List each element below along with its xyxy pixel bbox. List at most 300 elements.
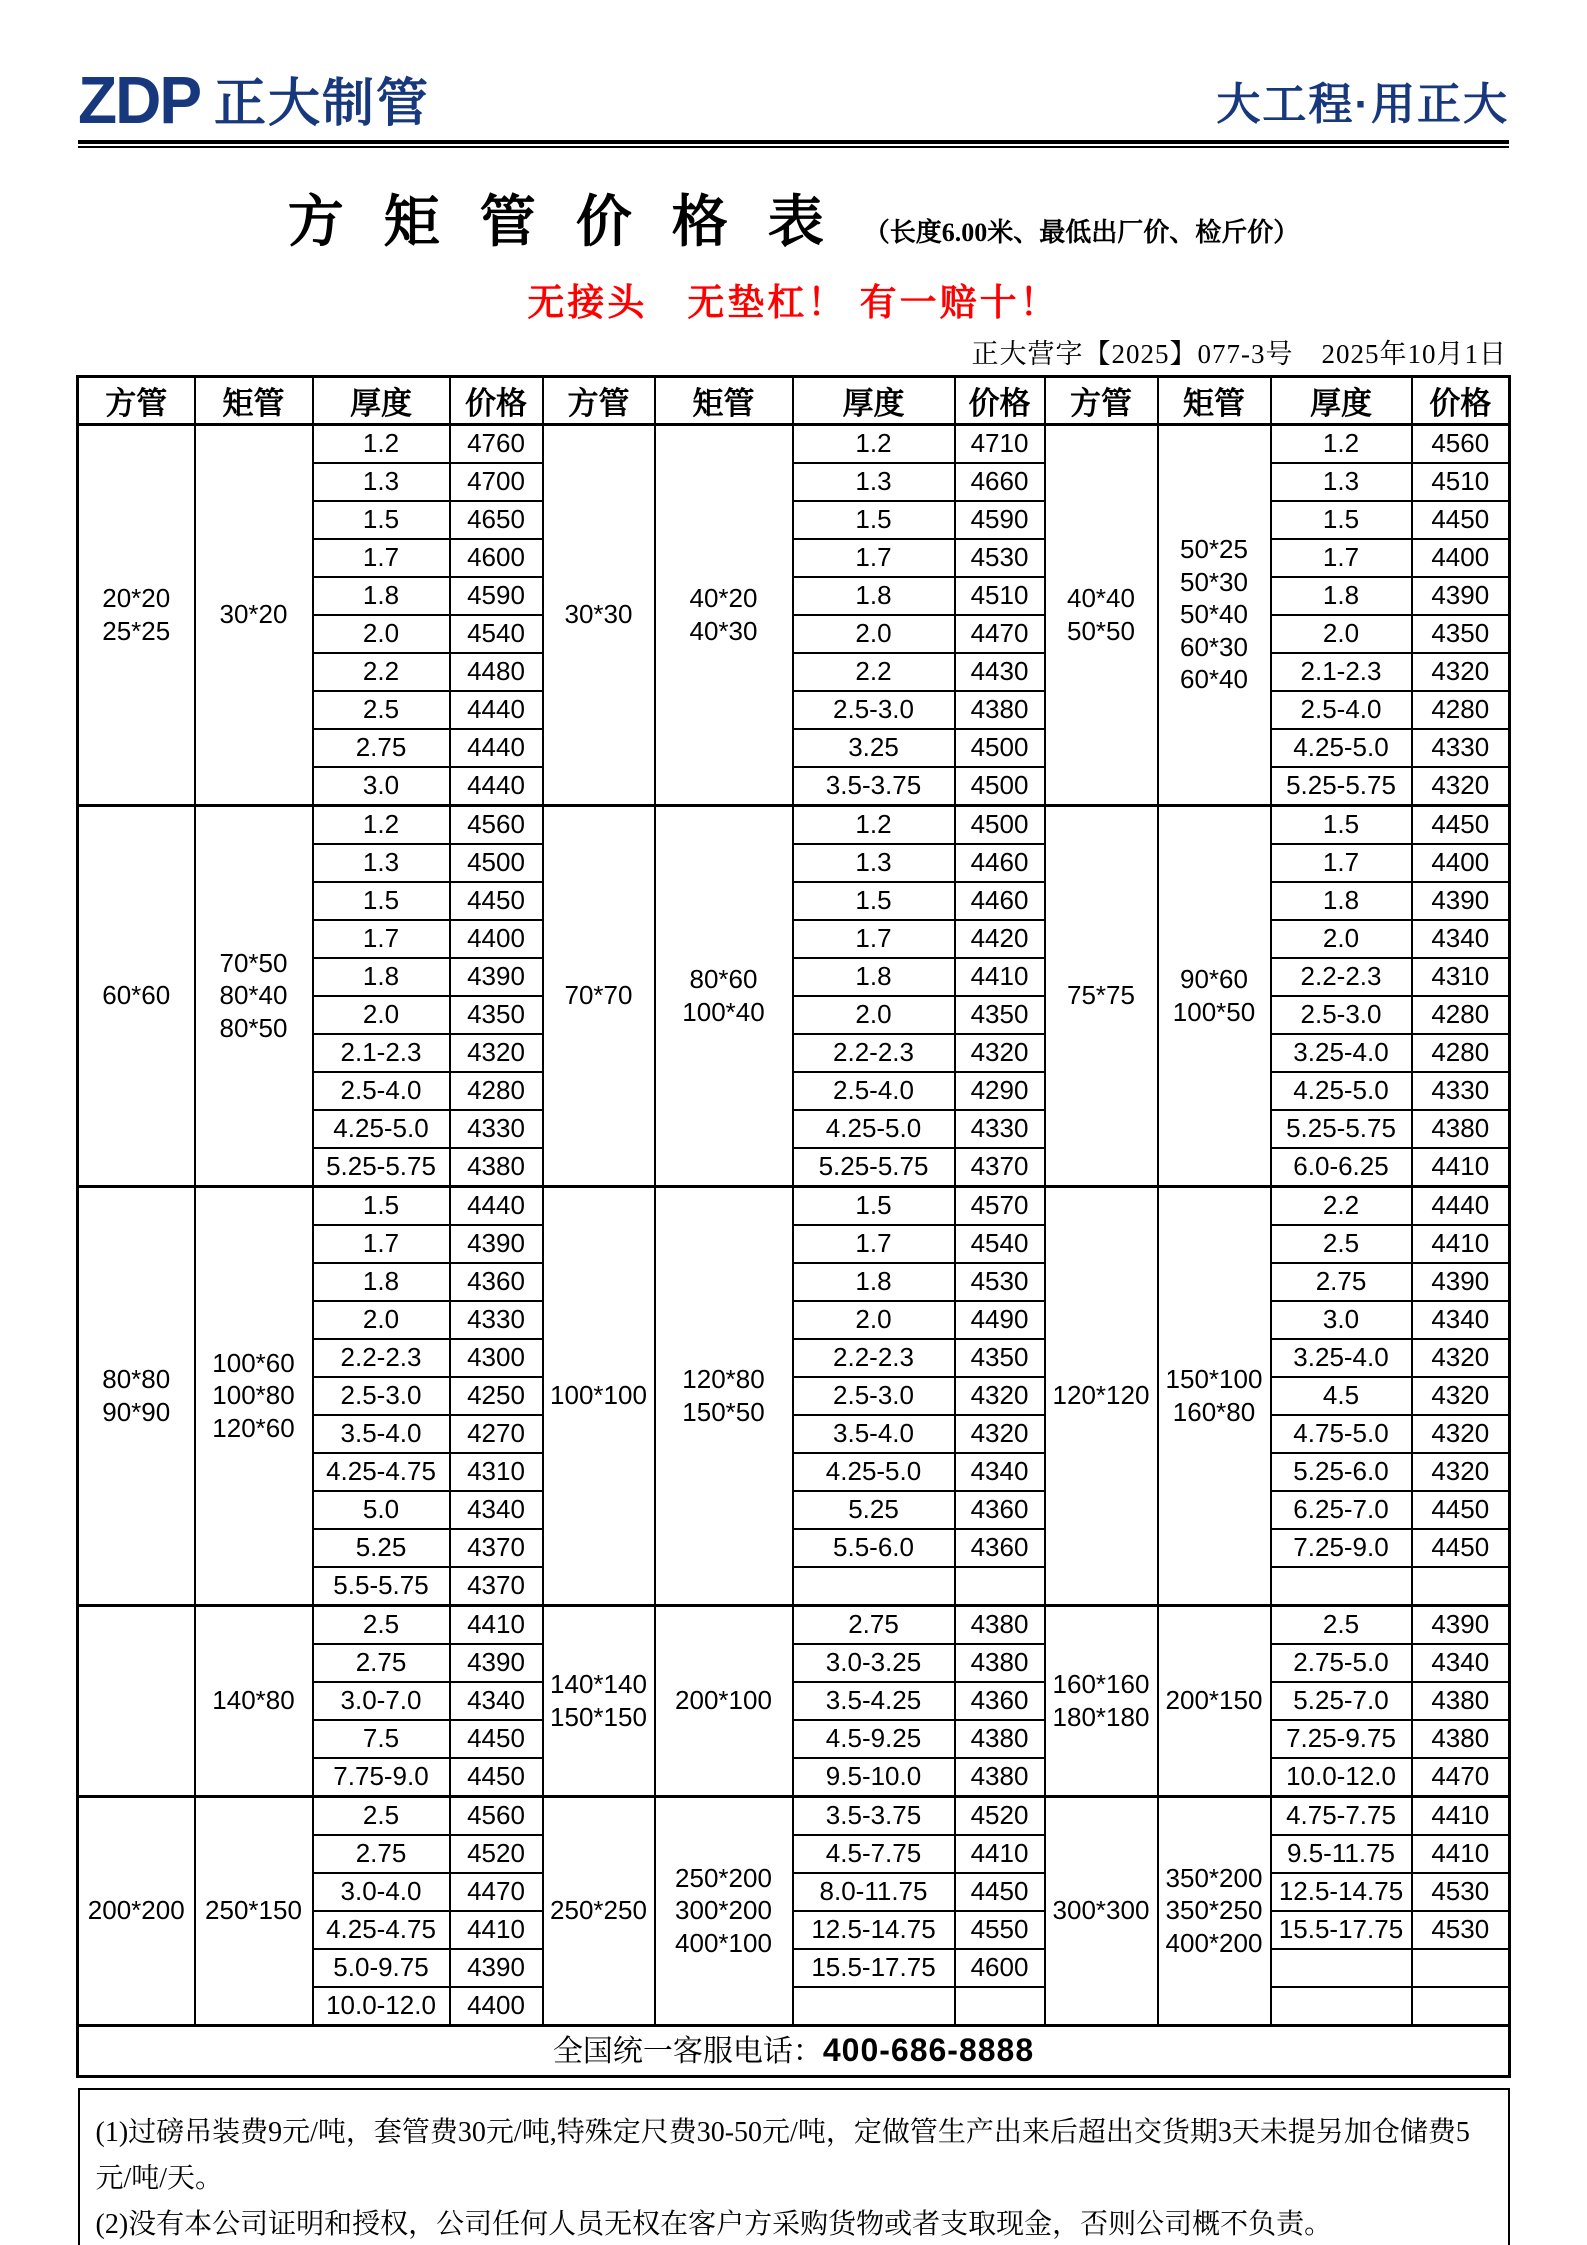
price-cell: 4560 xyxy=(1412,424,1510,463)
thickness-cell: 1.7 xyxy=(313,539,450,577)
brand-slogan: 大工程·用正大 xyxy=(1216,80,1509,130)
thickness-cell: 5.0 xyxy=(313,1491,450,1529)
thickness-cell: 1.8 xyxy=(313,1263,450,1301)
thickness-cell: 2.5 xyxy=(1271,1605,1412,1644)
price-cell: 4340 xyxy=(1412,1301,1510,1339)
thickness-cell: 2.5-4.0 xyxy=(1271,691,1412,729)
thickness-cell: 1.5 xyxy=(313,1186,450,1225)
price-cell: 4320 xyxy=(1412,767,1510,806)
page-title: 方矩管价格表 xyxy=(287,191,864,254)
price-cell: 4450 xyxy=(450,1758,543,1797)
price-cell: 4440 xyxy=(450,691,543,729)
price-cell: 4360 xyxy=(955,1529,1045,1567)
price-cell: 4340 xyxy=(955,1453,1045,1491)
thickness-cell: 1.5 xyxy=(1271,805,1412,844)
column-header: 方管 xyxy=(1045,376,1158,424)
phone-row xyxy=(78,2025,1510,2076)
price-table xyxy=(76,375,1511,2078)
price-cell: 4340 xyxy=(450,1682,543,1720)
thickness-cell: 1.8 xyxy=(313,577,450,615)
price-cell: 4700 xyxy=(450,463,543,501)
thickness-cell: 1.7 xyxy=(313,920,450,958)
thickness-cell: 3.0-4.0 xyxy=(313,1873,450,1911)
price-cell: 4320 xyxy=(955,1034,1045,1072)
table-row xyxy=(78,805,1510,844)
thickness-cell: 2.1-2.3 xyxy=(313,1034,450,1072)
thickness-cell: 2.0 xyxy=(313,1301,450,1339)
price-cell: 4560 xyxy=(450,1796,543,1835)
thickness-cell: 1.8 xyxy=(793,958,955,996)
thickness-cell: 4.25-5.0 xyxy=(793,1453,955,1491)
thickness-cell: 9.5-11.75 xyxy=(1271,1835,1412,1873)
footer-notes xyxy=(78,2088,1510,2245)
thickness-cell: 2.2-2.3 xyxy=(793,1339,955,1377)
rect-pipe-size-cell: 200*150 xyxy=(1158,1605,1271,1796)
rect-pipe-size-cell: 90*60 100*50 xyxy=(1158,805,1271,1186)
price-cell: 4450 xyxy=(955,1873,1045,1911)
thickness-cell: 2.5-4.0 xyxy=(793,1072,955,1110)
price-cell: 4380 xyxy=(1412,1682,1510,1720)
price-cell: 4390 xyxy=(1412,882,1510,920)
thickness-cell: 5.25 xyxy=(313,1529,450,1567)
price-cell: 4480 xyxy=(450,653,543,691)
thickness-cell: 3.5-4.0 xyxy=(793,1415,955,1453)
square-pipe-size-cell: 120*120 xyxy=(1045,1186,1158,1605)
thickness-cell: 3.5-4.0 xyxy=(313,1415,450,1453)
thickness-cell: 1.7 xyxy=(793,1225,955,1263)
header-divider xyxy=(78,140,1509,148)
thickness-cell: 2.0 xyxy=(1271,920,1412,958)
thickness-cell: 4.5-9.25 xyxy=(793,1720,955,1758)
price-cell: 4600 xyxy=(450,539,543,577)
rect-pipe-size-cell: 140*80 xyxy=(195,1605,313,1796)
price-cell: 4380 xyxy=(1412,1720,1510,1758)
thickness-cell: 2.75 xyxy=(1271,1263,1412,1301)
thickness-cell: 1.5 xyxy=(1271,501,1412,539)
price-cell: 4410 xyxy=(450,1605,543,1644)
price-cell: 4450 xyxy=(450,882,543,920)
thickness-cell: 3.0 xyxy=(1271,1301,1412,1339)
thickness-cell: 1.8 xyxy=(793,577,955,615)
price-cell: 4360 xyxy=(955,1682,1045,1720)
rect-pipe-size-cell: 120*80 150*50 xyxy=(655,1186,793,1605)
price-cell: 4410 xyxy=(1412,1225,1510,1263)
price-cell: 4400 xyxy=(450,1987,543,2026)
price-cell: 4250 xyxy=(450,1377,543,1415)
thickness-cell: 5.25 xyxy=(793,1491,955,1529)
zdp-logo-icon: ZDP xyxy=(78,62,200,138)
price-cell: 4380 xyxy=(955,1720,1045,1758)
square-pipe-size-cell: 60*60 xyxy=(78,805,195,1186)
thickness-cell: 2.0 xyxy=(793,996,955,1034)
thickness-cell: 4.5-7.75 xyxy=(793,1835,955,1873)
thickness-cell: 2.75 xyxy=(793,1605,955,1644)
column-header: 厚度 xyxy=(1271,376,1412,424)
price-cell: 4390 xyxy=(450,1644,543,1682)
square-pipe-size-cell: 75*75 xyxy=(1045,805,1158,1186)
thickness-cell: 8.0-11.75 xyxy=(793,1873,955,1911)
price-cell: 4340 xyxy=(1412,920,1510,958)
price-cell: 4520 xyxy=(955,1796,1045,1835)
price-cell: 4440 xyxy=(450,729,543,767)
thickness-cell: 5.25-5.75 xyxy=(1271,767,1412,806)
price-cell: 4320 xyxy=(1412,1453,1510,1491)
square-pipe-size-cell: 250*250 xyxy=(543,1796,655,2025)
price-cell: 4310 xyxy=(450,1453,543,1491)
rect-pipe-size-cell: 50*25 50*30 50*40 60*30 60*40 xyxy=(1158,424,1271,805)
rect-pipe-size-cell: 350*200 350*250 400*200 xyxy=(1158,1796,1271,2025)
thickness-cell: 3.5-3.75 xyxy=(793,1796,955,1835)
thickness-cell: 4.25-4.75 xyxy=(313,1911,450,1949)
thickness-cell: 3.0 xyxy=(313,767,450,806)
thickness-cell: 1.5 xyxy=(793,501,955,539)
price-cell: 4350 xyxy=(450,996,543,1034)
thickness-cell: 5.25-5.75 xyxy=(313,1148,450,1187)
square-pipe-size-cell: 140*140 150*150 xyxy=(543,1605,655,1796)
thickness-cell: 15.5-17.75 xyxy=(1271,1911,1412,1949)
price-cell: 4320 xyxy=(450,1034,543,1072)
note-line-2: (2)没有本公司证明和授权，公司任何人员无权在客户方采购货物或者支取现金，否则公司概不负责。 xyxy=(95,2208,1333,2240)
price-cell: 4460 xyxy=(955,844,1045,882)
square-pipe-size-cell: 20*20 25*25 xyxy=(78,424,195,805)
price-cell: 4460 xyxy=(955,882,1045,920)
thickness-cell: 5.25-5.75 xyxy=(793,1148,955,1187)
rect-pipe-size-cell: 200*100 xyxy=(655,1605,793,1796)
price-cell: 4500 xyxy=(955,805,1045,844)
price-cell: 4330 xyxy=(450,1301,543,1339)
thickness-cell: 2.5-3.0 xyxy=(1271,996,1412,1034)
price-cell: 4660 xyxy=(955,463,1045,501)
thickness-cell: 1.3 xyxy=(313,844,450,882)
square-pipe-size-cell: 300*300 xyxy=(1045,1796,1158,2025)
square-pipe-size-cell: 40*40 50*50 xyxy=(1045,424,1158,805)
company-name: 正大制管 xyxy=(214,74,431,133)
price-cell: 4410 xyxy=(1412,1148,1510,1187)
guarantee-slogan: 无接头 无垫杠！ 有一赔十！ xyxy=(527,282,1060,324)
price-cell: 4570 xyxy=(955,1186,1045,1225)
thickness-cell: 1.2 xyxy=(313,424,450,463)
column-header: 矩管 xyxy=(655,376,793,424)
thickness-cell: 3.25-4.0 xyxy=(1271,1034,1412,1072)
price-cell: 4410 xyxy=(1412,1835,1510,1873)
thickness-cell: 1.7 xyxy=(1271,539,1412,577)
price-cell: 4340 xyxy=(450,1491,543,1529)
price-cell: 4400 xyxy=(1412,844,1510,882)
thickness-cell: 1.3 xyxy=(793,463,955,501)
thickness-cell: 1.5 xyxy=(793,882,955,920)
thickness-cell: 6.0-6.25 xyxy=(1271,1148,1412,1187)
service-phone-label: 全国统一客服电话： xyxy=(552,2035,823,2069)
thickness-cell: 4.25-5.0 xyxy=(1271,1072,1412,1110)
thickness-cell: 12.5-14.75 xyxy=(793,1911,955,1949)
thickness-cell xyxy=(1271,1949,1412,1987)
rect-pipe-size-cell: 100*60 100*80 120*60 xyxy=(195,1186,313,1605)
price-cell xyxy=(1412,1987,1510,2026)
price-cell: 4450 xyxy=(450,1720,543,1758)
company-logo xyxy=(78,62,431,138)
price-cell: 4440 xyxy=(450,767,543,806)
thickness-cell xyxy=(1271,1987,1412,2026)
thickness-cell: 2.75 xyxy=(313,729,450,767)
thickness-cell: 2.5-3.0 xyxy=(313,1377,450,1415)
thickness-cell: 4.25-4.75 xyxy=(313,1453,450,1491)
price-cell: 4500 xyxy=(955,729,1045,767)
thickness-cell: 1.2 xyxy=(793,424,955,463)
thickness-cell: 2.2-2.3 xyxy=(313,1339,450,1377)
thickness-cell: 1.8 xyxy=(793,1263,955,1301)
square-pipe-size-cell xyxy=(78,1605,195,1796)
price-cell: 4390 xyxy=(1412,1263,1510,1301)
square-pipe-size-cell: 100*100 xyxy=(543,1186,655,1605)
price-cell: 4440 xyxy=(1412,1186,1510,1225)
column-header: 价格 xyxy=(955,376,1045,424)
price-cell: 4270 xyxy=(450,1415,543,1453)
thickness-cell: 2.5-3.0 xyxy=(793,691,955,729)
note-line-1: (1)过磅吊装费9元/吨，套管费30元/吨,特殊定尺费30-50元/吨，定做管生产出来后超出交货期3天未提另加仓储费5元/吨/天。 xyxy=(95,2116,1470,2194)
price-cell: 4370 xyxy=(955,1148,1045,1187)
price-cell: 4760 xyxy=(450,424,543,463)
thickness-cell: 3.0-7.0 xyxy=(313,1682,450,1720)
price-cell: 4360 xyxy=(955,1491,1045,1529)
rect-pipe-size-cell: 150*100 160*80 xyxy=(1158,1186,1271,1605)
column-header: 方管 xyxy=(78,376,195,424)
price-cell: 4380 xyxy=(1412,1110,1510,1148)
document-number: 正大营字【2025】077-3号 2025年10月1日 xyxy=(971,338,1507,369)
price-cell: 4500 xyxy=(450,844,543,882)
price-cell: 4380 xyxy=(955,1605,1045,1644)
thickness-cell: 2.2 xyxy=(1271,1186,1412,1225)
thickness-cell: 2.5 xyxy=(313,1796,450,1835)
price-cell: 4380 xyxy=(955,1644,1045,1682)
thickness-cell: 1.2 xyxy=(1271,424,1412,463)
square-pipe-size-cell: 200*200 xyxy=(78,1796,195,2025)
thickness-cell: 7.25-9.0 xyxy=(1271,1529,1412,1567)
column-header: 厚度 xyxy=(793,376,955,424)
thickness-cell: 5.5-6.0 xyxy=(793,1529,955,1567)
rect-pipe-size-cell: 80*60 100*40 xyxy=(655,805,793,1186)
price-cell: 4390 xyxy=(1412,1605,1510,1644)
thickness-cell: 5.0-9.75 xyxy=(313,1949,450,1987)
thickness-cell: 7.5 xyxy=(313,1720,450,1758)
square-pipe-size-cell: 70*70 xyxy=(543,805,655,1186)
rect-pipe-size-cell: 40*20 40*30 xyxy=(655,424,793,805)
price-cell: 4410 xyxy=(955,958,1045,996)
thickness-cell: 1.2 xyxy=(313,805,450,844)
price-cell: 4420 xyxy=(955,920,1045,958)
thickness-cell xyxy=(793,1987,955,2026)
thickness-cell: 1.3 xyxy=(1271,463,1412,501)
price-cell: 4540 xyxy=(450,615,543,653)
price-cell: 4390 xyxy=(450,1225,543,1263)
price-cell: 4650 xyxy=(450,501,543,539)
price-cell: 4590 xyxy=(955,501,1045,539)
price-cell: 4470 xyxy=(955,615,1045,653)
price-cell: 4330 xyxy=(450,1110,543,1148)
thickness-cell: 1.8 xyxy=(313,958,450,996)
price-cell: 4530 xyxy=(1412,1911,1510,1949)
price-cell: 4290 xyxy=(955,1072,1045,1110)
price-cell: 4310 xyxy=(1412,958,1510,996)
table-row xyxy=(78,1605,1510,1644)
column-header: 矩管 xyxy=(1158,376,1271,424)
thickness-cell: 2.75-5.0 xyxy=(1271,1644,1412,1682)
price-cell: 4530 xyxy=(955,539,1045,577)
thickness-cell: 1.5 xyxy=(313,501,450,539)
title-line xyxy=(0,178,1587,258)
top-header-bar xyxy=(0,0,1587,138)
column-header: 矩管 xyxy=(195,376,313,424)
price-cell xyxy=(955,1567,1045,1606)
thickness-cell: 1.5 xyxy=(313,882,450,920)
price-cell: 4320 xyxy=(1412,653,1510,691)
thickness-cell: 10.0-12.0 xyxy=(313,1987,450,2026)
thickness-cell: 3.5-4.25 xyxy=(793,1682,955,1720)
service-phone-cell xyxy=(78,2025,1510,2076)
column-header: 厚度 xyxy=(313,376,450,424)
column-header: 价格 xyxy=(1412,376,1510,424)
price-cell xyxy=(955,1987,1045,2026)
price-cell: 4520 xyxy=(450,1835,543,1873)
thickness-cell: 3.5-3.75 xyxy=(793,767,955,806)
rect-pipe-size-cell: 250*200 300*200 400*100 xyxy=(655,1796,793,2025)
table-row xyxy=(78,424,1510,463)
thickness-cell: 2.0 xyxy=(1271,615,1412,653)
square-pipe-size-cell: 160*160 180*180 xyxy=(1045,1605,1158,1796)
price-cell: 4390 xyxy=(450,958,543,996)
table-row xyxy=(78,1186,1510,1225)
thickness-cell: 1.7 xyxy=(793,539,955,577)
thickness-cell: 2.5 xyxy=(313,1605,450,1644)
thickness-cell: 5.25-6.0 xyxy=(1271,1453,1412,1491)
price-cell: 4280 xyxy=(1412,691,1510,729)
price-cell: 4500 xyxy=(955,767,1045,806)
price-cell: 4370 xyxy=(450,1567,543,1606)
price-cell: 4490 xyxy=(955,1301,1045,1339)
rect-pipe-size-cell: 250*150 xyxy=(195,1796,313,2025)
thickness-cell: 4.75-5.0 xyxy=(1271,1415,1412,1453)
thickness-cell: 5.25-7.0 xyxy=(1271,1682,1412,1720)
thickness-cell: 3.0-3.25 xyxy=(793,1644,955,1682)
thickness-cell: 2.0 xyxy=(793,1301,955,1339)
thickness-cell: 4.25-5.0 xyxy=(313,1110,450,1148)
price-cell: 4300 xyxy=(450,1339,543,1377)
price-cell: 4510 xyxy=(1412,463,1510,501)
price-cell: 4560 xyxy=(450,805,543,844)
thickness-cell: 2.5 xyxy=(1271,1225,1412,1263)
price-cell: 4320 xyxy=(955,1415,1045,1453)
price-cell: 4340 xyxy=(1412,1644,1510,1682)
thickness-cell: 3.25 xyxy=(793,729,955,767)
price-cell: 4510 xyxy=(955,577,1045,615)
price-cell: 4350 xyxy=(955,996,1045,1034)
thickness-cell: 5.25-5.75 xyxy=(1271,1110,1412,1148)
thickness-cell: 2.5 xyxy=(313,691,450,729)
price-cell: 4400 xyxy=(1412,539,1510,577)
price-cell: 4330 xyxy=(1412,729,1510,767)
price-cell: 4380 xyxy=(450,1148,543,1187)
thickness-cell: 1.3 xyxy=(793,844,955,882)
thickness-cell: 2.75 xyxy=(313,1835,450,1873)
thickness-cell: 9.5-10.0 xyxy=(793,1758,955,1797)
price-cell: 4530 xyxy=(1412,1873,1510,1911)
price-cell: 4710 xyxy=(955,424,1045,463)
thickness-cell: 1.8 xyxy=(1271,882,1412,920)
thickness-cell: 2.75 xyxy=(313,1644,450,1682)
price-cell: 4450 xyxy=(1412,1491,1510,1529)
title-note: （长度6.00米、最低出厂价、检斤价） xyxy=(863,217,1300,247)
price-cell: 4350 xyxy=(1412,615,1510,653)
price-cell: 4280 xyxy=(1412,1034,1510,1072)
thickness-cell xyxy=(793,1567,955,1606)
price-cell: 4330 xyxy=(1412,1072,1510,1110)
thickness-cell: 7.25-9.75 xyxy=(1271,1720,1412,1758)
price-cell: 4590 xyxy=(450,577,543,615)
price-cell: 4320 xyxy=(1412,1377,1510,1415)
price-cell: 4380 xyxy=(955,1758,1045,1797)
price-cell: 4330 xyxy=(955,1110,1045,1148)
thickness-cell: 2.0 xyxy=(313,996,450,1034)
square-pipe-size-cell: 80*80 90*90 xyxy=(78,1186,195,1605)
column-header-row xyxy=(78,376,1510,424)
price-cell: 4470 xyxy=(1412,1758,1510,1797)
price-cell: 4540 xyxy=(955,1225,1045,1263)
thickness-cell: 3.25-4.0 xyxy=(1271,1339,1412,1377)
rect-pipe-size-cell: 30*20 xyxy=(195,424,313,805)
thickness-cell: 1.7 xyxy=(313,1225,450,1263)
thickness-cell: 1.2 xyxy=(793,805,955,844)
price-cell: 4350 xyxy=(955,1339,1045,1377)
thickness-cell: 1.5 xyxy=(793,1186,955,1225)
thickness-cell: 6.25-7.0 xyxy=(1271,1491,1412,1529)
thickness-cell: 1.3 xyxy=(313,463,450,501)
price-cell: 4530 xyxy=(955,1263,1045,1301)
thickness-cell: 2.0 xyxy=(313,615,450,653)
price-cell: 4470 xyxy=(450,1873,543,1911)
price-cell: 4280 xyxy=(450,1072,543,1110)
thickness-cell: 7.75-9.0 xyxy=(313,1758,450,1797)
thickness-cell: 2.0 xyxy=(793,615,955,653)
thickness-cell: 4.5 xyxy=(1271,1377,1412,1415)
thickness-cell xyxy=(1271,1567,1412,1606)
price-cell xyxy=(1412,1949,1510,1987)
thickness-cell: 2.2-2.3 xyxy=(1271,958,1412,996)
price-cell: 4440 xyxy=(450,1186,543,1225)
price-table-body xyxy=(78,424,1510,2025)
price-cell: 4410 xyxy=(450,1911,543,1949)
price-cell: 4390 xyxy=(1412,577,1510,615)
thickness-cell: 2.2 xyxy=(313,653,450,691)
thickness-cell: 10.0-12.0 xyxy=(1271,1758,1412,1797)
price-cell: 4390 xyxy=(450,1949,543,1987)
price-cell: 4450 xyxy=(1412,805,1510,844)
thickness-cell: 2.5-3.0 xyxy=(793,1377,955,1415)
price-cell: 4360 xyxy=(450,1263,543,1301)
square-pipe-size-cell: 30*30 xyxy=(543,424,655,805)
thickness-cell: 4.25-5.0 xyxy=(793,1110,955,1148)
thickness-cell: 5.5-5.75 xyxy=(313,1567,450,1606)
thickness-cell: 2.2-2.3 xyxy=(793,1034,955,1072)
price-cell: 4550 xyxy=(955,1911,1045,1949)
thickness-cell: 1.7 xyxy=(793,920,955,958)
price-cell: 4400 xyxy=(450,920,543,958)
thickness-cell: 2.5-4.0 xyxy=(313,1072,450,1110)
thickness-cell: 4.25-5.0 xyxy=(1271,729,1412,767)
thickness-cell: 4.75-7.75 xyxy=(1271,1796,1412,1835)
thickness-cell: 15.5-17.75 xyxy=(793,1949,955,1987)
thickness-cell: 1.8 xyxy=(1271,577,1412,615)
price-cell xyxy=(1412,1567,1510,1606)
price-cell: 4320 xyxy=(955,1377,1045,1415)
